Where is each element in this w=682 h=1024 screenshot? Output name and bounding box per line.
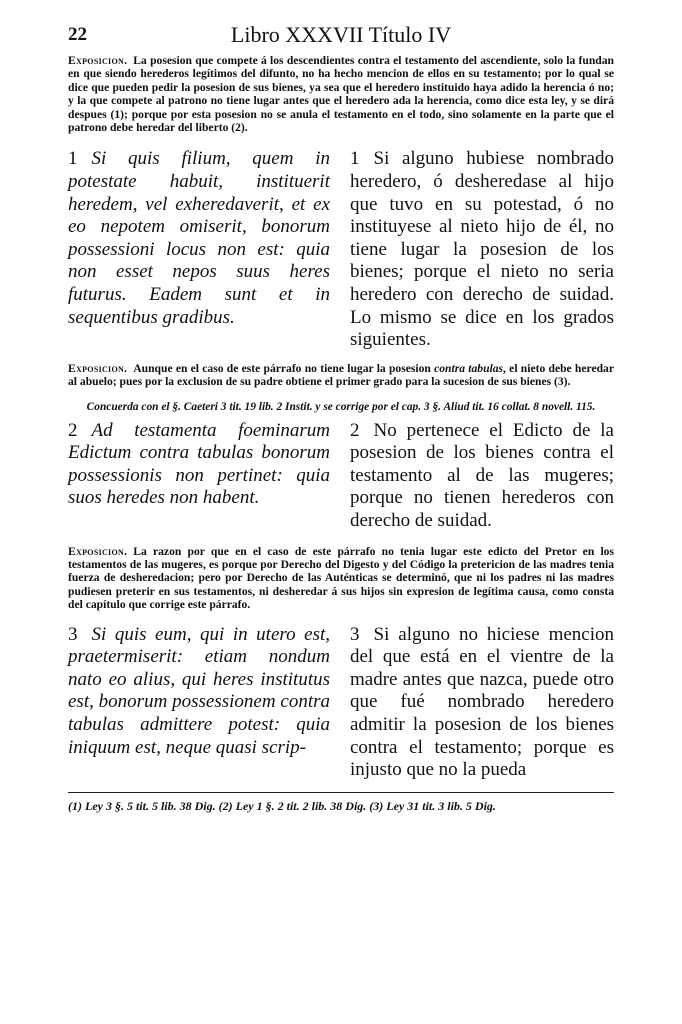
latin-text: Si quis eum, qui in utero est, praetermiserit: etiam nondum nato eo alius, qui heres institutus est, bonorum possessionem contra tabulas admittere potest: quia iniquum est, neque quasi scrip- [68, 623, 330, 758]
exposicion-label: Exposicion. [68, 54, 128, 67]
exposicion-paragraph-3 [68, 545, 614, 612]
section-number: 3 [68, 623, 78, 645]
footnotes: (1) Ley 3 §. 5 tit. 5 lib. 38 Dig. (2) Ley 1 §. 2 tit. 2 lib. 38 Dig. (3) Ley 31 tit. 3 lib. 5 Dig. [68, 798, 496, 813]
section-2 [68, 420, 614, 533]
section-3 [68, 624, 614, 782]
exposicion-label: Exposicion. [68, 361, 128, 375]
exposicion-paragraph-2 [68, 362, 614, 389]
exposicion-text: La razon por que en el caso de este párrafo no tenia lugar este edicto del Pretor en los testamentos de las mugeres, es porque por Derecho del Digesto y del Código la pretericion de las madres tenia fuerza de desheredacion; pero por Derecho de las Auténticas se determinó, que ni los padres ni las madres pudiesen preterir en sus testamentos, ni desheredar á sus hijos sin expresion de legítima causa, como consta del capítulo que corrige este párrafo. [68, 544, 614, 612]
exposicion-text: Aunque en el caso de este párrafo no tiene lugar la posesion [133, 361, 435, 375]
section-number: 2 [350, 419, 360, 441]
book-page [68, 22, 614, 814]
latin-text: Si quis filium, quem in potestate habuit, instituerit heredem, vel exheredaverit, et ex eo nepotem omiserit, bonorum possessioni locus non est: quia non esset nepos suus heres futurus. Eadem sunt et in sequentibus gradibus. [68, 148, 330, 328]
latin-column [68, 624, 330, 782]
latin-text: Ad testamenta foeminarum Edictum contra tabulas bonorum possessionis non pertinet: quia suos heredes non habent. [68, 419, 330, 509]
spanish-text: No pertenece el Edicto de la posesion de los bienes contra el testamento al de las mugeres; porque no tienen herederos con derecho de suidad. [350, 419, 614, 531]
page-header [68, 22, 614, 52]
footnote-divider [68, 792, 614, 793]
exposicion-label: Exposicion. [68, 544, 128, 558]
section-1 [68, 148, 614, 351]
latin-column [68, 420, 330, 533]
running-title: Libro XXXVII Título IV [230, 22, 452, 47]
section-number: 3 [350, 623, 360, 645]
spanish-text: Si alguno hubiese nombrado heredero, ó desheredase al hijo que tuvo en su potestad, ó no instituyese al nieto hijo de él, no tiene lugar la posesion de los bienes; porque el nieto no seria heredero con derecho de suidad. Lo mismo se dice en los grados siguientes. [350, 148, 614, 351]
page-number: 22 [68, 24, 87, 45]
latin-column [68, 148, 330, 351]
section-number: 1 [68, 148, 78, 170]
spanish-column [350, 420, 614, 533]
spanish-column [350, 148, 614, 351]
exposicion-italic-text: contra tabulas [434, 361, 504, 375]
concordance-note: Concuerda con el §. Caeteri 3 tit. 19 lib. 2 Instit. y se corrige por el cap. 3 §. Aliud tit. 16 collat. 8 novell. 115. [86, 400, 596, 413]
exposicion-paragraph-1 [68, 54, 614, 134]
exposicion-text: La posesion que compete á los descendientes contra el testamento del ascendiente, solo la fundan en que siendo herederos legítimos del difunto, no ha hecho mencion de ellos en su testamento; por lo qual se dice que pueden pedir la posesion de sus bienes, ya sea que el heredero instituido haya adido la herencia ó no; y la que compete al patrono no tiene lugar antes que el heredero ada la herencia, como dice esta ley, y se dirá despues (1); porque por esta posesion no se anula el testamento en el todo, sino solamente en la parte que el patrono debe heredar del liberto (2). [68, 54, 614, 135]
spanish-text: Si alguno no hiciese mencion del que está en el vientre de la madre antes que nazca, puede otro que fué nombrado heredero admitir la posesion de los bienes contra el testamento; porque es injusto que no la pueda [350, 623, 614, 781]
section-number: 2 [68, 419, 78, 441]
section-number: 1 [350, 148, 360, 170]
exposicion-text: , el nieto debe heredar al abuelo; pues por la exclusion de su padre obtiene el primer grado para la sucesion de sus bienes (3). [68, 361, 614, 389]
spanish-column [350, 624, 614, 782]
